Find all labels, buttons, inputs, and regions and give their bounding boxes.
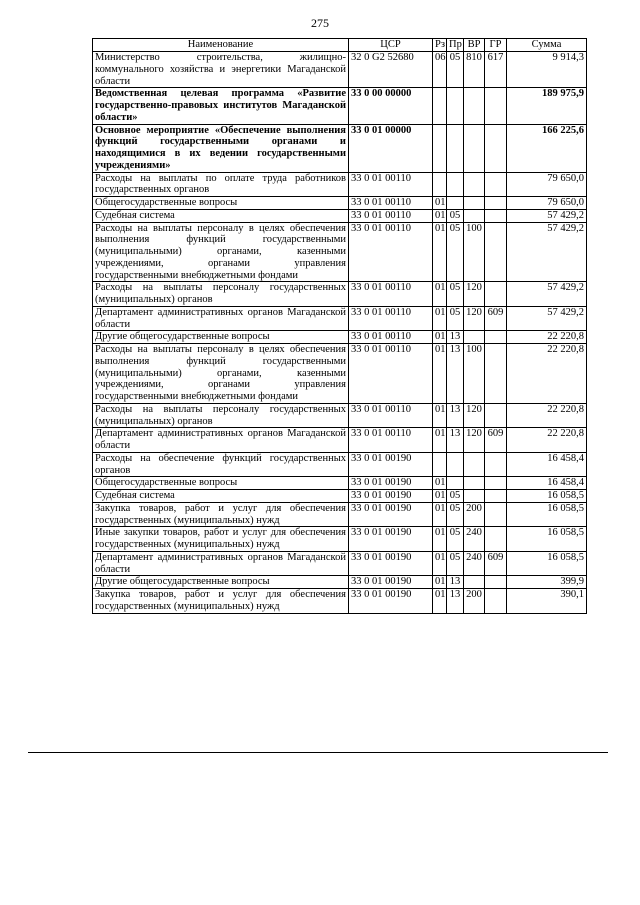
cell-vr [464, 124, 485, 172]
table-row [93, 589, 587, 614]
cell-sum: 22 220,8 [507, 331, 587, 344]
cell-name: Другие общегосударственные вопросы [93, 331, 349, 344]
table-row [93, 331, 587, 344]
cell-sum: 22 220,8 [507, 428, 587, 453]
cell-name: Другие общегосударственные вопросы [93, 576, 349, 589]
cell-gr: 617 [485, 52, 507, 88]
cell-vr: 240 [464, 527, 485, 552]
cell-sum: 189 975,9 [507, 88, 587, 124]
cell-sum: 16 058,5 [507, 527, 587, 552]
cell-rz: 01 [433, 428, 447, 453]
budget-table [92, 38, 587, 614]
cell-csr: 33 0 01 00190 [349, 576, 433, 589]
header-pr: Пр [447, 39, 464, 52]
cell-pr: 05 [447, 551, 464, 576]
table-row [93, 52, 587, 88]
cell-rz: 01 [433, 576, 447, 589]
cell-sum: 57 429,2 [507, 282, 587, 307]
cell-sum: 22 220,8 [507, 403, 587, 428]
cell-rz: 01 [433, 197, 447, 210]
cell-sum: 79 650,0 [507, 172, 587, 197]
cell-gr [485, 197, 507, 210]
cell-vr [464, 172, 485, 197]
cell-name: Министерство строительства, жилищно-коммунального хозяйства и энергетики Магаданской области [93, 52, 349, 88]
cell-pr: 05 [447, 502, 464, 527]
table-header-row [93, 39, 587, 52]
cell-name: Расходы на выплаты персоналу в целях обеспечения выполнения функций государственными (муниципальными) органами, казенными учреждениями, органами управления государственными внебюджетными фондами [93, 344, 349, 404]
cell-sum: 16 058,5 [507, 490, 587, 503]
cell-gr [485, 222, 507, 282]
cell-gr [485, 490, 507, 503]
cell-csr: 33 0 01 00110 [349, 344, 433, 404]
table-row [93, 209, 587, 222]
cell-pr [447, 477, 464, 490]
cell-rz: 01 [433, 527, 447, 552]
cell-gr [485, 477, 507, 490]
cell-pr: 13 [447, 344, 464, 404]
cell-rz: 01 [433, 209, 447, 222]
cell-rz [433, 452, 447, 477]
cell-pr: 13 [447, 331, 464, 344]
cell-name: Департамент административных органов Магаданской области [93, 428, 349, 453]
cell-rz: 01 [433, 331, 447, 344]
cell-csr: 33 0 01 00110 [349, 222, 433, 282]
cell-name: Расходы на выплаты по оплате труда работников государственных органов [93, 172, 349, 197]
cell-sum: 57 429,2 [507, 306, 587, 331]
cell-sum: 79 650,0 [507, 197, 587, 210]
cell-csr: 33 0 01 00110 [349, 428, 433, 453]
cell-vr [464, 490, 485, 503]
table-row [93, 452, 587, 477]
cell-vr [464, 452, 485, 477]
cell-gr [485, 282, 507, 307]
cell-name: Департамент административных органов Магаданской области [93, 306, 349, 331]
table-row [93, 551, 587, 576]
cell-vr: 200 [464, 502, 485, 527]
cell-vr [464, 209, 485, 222]
cell-pr: 05 [447, 527, 464, 552]
cell-vr: 120 [464, 306, 485, 331]
cell-rz: 01 [433, 282, 447, 307]
table-row [93, 428, 587, 453]
table-row [93, 527, 587, 552]
cell-pr: 05 [447, 306, 464, 331]
cell-vr: 810 [464, 52, 485, 88]
cell-pr: 13 [447, 403, 464, 428]
cell-name: Ведомственная целевая программа «Развитие государственно-правовых институтов Магаданской области» [93, 88, 349, 124]
cell-pr: 05 [447, 282, 464, 307]
cell-csr: 33 0 01 00110 [349, 331, 433, 344]
table-row [93, 124, 587, 172]
cell-pr: 13 [447, 589, 464, 614]
cell-rz: 01 [433, 477, 447, 490]
cell-name: Судебная система [93, 490, 349, 503]
cell-csr: 32 0 G2 52680 [349, 52, 433, 88]
cell-gr [485, 124, 507, 172]
cell-gr [485, 452, 507, 477]
cell-gr: 609 [485, 306, 507, 331]
cell-pr [447, 172, 464, 197]
cell-csr: 33 0 01 00110 [349, 282, 433, 307]
cell-pr: 13 [447, 576, 464, 589]
cell-gr [485, 344, 507, 404]
cell-csr: 33 0 01 00110 [349, 403, 433, 428]
cell-csr: 33 0 01 00190 [349, 551, 433, 576]
cell-csr: 33 0 01 00110 [349, 209, 433, 222]
cell-rz: 01 [433, 403, 447, 428]
cell-sum: 16 458,4 [507, 477, 587, 490]
cell-pr: 05 [447, 490, 464, 503]
cell-name: Судебная система [93, 209, 349, 222]
cell-vr [464, 88, 485, 124]
cell-vr: 100 [464, 344, 485, 404]
cell-vr: 200 [464, 589, 485, 614]
cell-pr: 05 [447, 52, 464, 88]
cell-gr [485, 209, 507, 222]
cell-pr: 05 [447, 209, 464, 222]
cell-vr: 240 [464, 551, 485, 576]
cell-sum: 399,9 [507, 576, 587, 589]
cell-csr: 33 0 01 00190 [349, 502, 433, 527]
cell-gr: 609 [485, 428, 507, 453]
cell-rz: 01 [433, 502, 447, 527]
cell-name: Общегосударственные вопросы [93, 477, 349, 490]
header-csr: ЦСР [349, 39, 433, 52]
header-rz: Рз [433, 39, 447, 52]
cell-vr [464, 576, 485, 589]
table-row [93, 172, 587, 197]
table-row [93, 222, 587, 282]
cell-sum: 390,1 [507, 589, 587, 614]
cell-pr [447, 88, 464, 124]
cell-gr [485, 502, 507, 527]
table-row [93, 344, 587, 404]
cell-gr [485, 576, 507, 589]
cell-sum: 166 225,6 [507, 124, 587, 172]
cell-csr: 33 0 01 00110 [349, 197, 433, 210]
cell-vr [464, 331, 485, 344]
cell-name: Закупка товаров, работ и услуг для обеспечения государственных (муниципальных) нужд [93, 502, 349, 527]
table-row [93, 576, 587, 589]
cell-rz: 01 [433, 490, 447, 503]
cell-vr: 120 [464, 428, 485, 453]
cell-rz [433, 88, 447, 124]
page-footer-rule [28, 752, 608, 753]
cell-name: Основное мероприятие «Обеспечение выполнения функций государственными органами и находящимися в их ведении государственными учреждениями» [93, 124, 349, 172]
cell-rz [433, 172, 447, 197]
cell-sum: 16 458,4 [507, 452, 587, 477]
cell-name: Департамент административных органов Магаданской области [93, 551, 349, 576]
cell-rz: 01 [433, 222, 447, 282]
table-row [93, 306, 587, 331]
cell-csr: 33 0 00 00000 [349, 88, 433, 124]
cell-sum: 16 058,5 [507, 502, 587, 527]
cell-rz: 06 [433, 52, 447, 88]
table-row [93, 403, 587, 428]
cell-rz: 01 [433, 306, 447, 331]
cell-sum: 22 220,8 [507, 344, 587, 404]
table-row [93, 88, 587, 124]
cell-pr: 13 [447, 428, 464, 453]
header-sum: Сумма [507, 39, 587, 52]
header-vr: ВР [464, 39, 485, 52]
cell-csr: 33 0 01 00190 [349, 452, 433, 477]
cell-pr [447, 452, 464, 477]
cell-sum: 9 914,3 [507, 52, 587, 88]
cell-name: Расходы на выплаты персоналу государственных (муниципальных) органов [93, 403, 349, 428]
cell-sum: 57 429,2 [507, 209, 587, 222]
cell-csr: 33 0 01 00190 [349, 527, 433, 552]
cell-name: Расходы на выплаты персоналу в целях обеспечения выполнения функций государственными (муниципальными) органами, казенными учреждениями, органами управления государственными внебюджетными фондами [93, 222, 349, 282]
cell-rz: 01 [433, 344, 447, 404]
cell-gr [485, 172, 507, 197]
cell-vr: 100 [464, 222, 485, 282]
cell-csr: 33 0 01 00190 [349, 477, 433, 490]
cell-vr: 120 [464, 282, 485, 307]
cell-vr: 120 [464, 403, 485, 428]
cell-csr: 33 0 01 00000 [349, 124, 433, 172]
cell-name: Закупка товаров, работ и услуг для обеспечения государственных (муниципальных) нужд [93, 589, 349, 614]
cell-sum: 16 058,5 [507, 551, 587, 576]
table-row [93, 490, 587, 503]
cell-gr [485, 403, 507, 428]
cell-rz: 01 [433, 551, 447, 576]
cell-name: Расходы на выплаты персоналу государственных (муниципальных) органов [93, 282, 349, 307]
cell-sum: 57 429,2 [507, 222, 587, 282]
page-number: 275 [311, 16, 329, 30]
cell-gr [485, 527, 507, 552]
cell-csr: 33 0 01 00190 [349, 490, 433, 503]
table-row [93, 197, 587, 210]
cell-csr: 33 0 01 00110 [349, 172, 433, 197]
table-body [93, 52, 587, 614]
table-row [93, 477, 587, 490]
cell-pr [447, 197, 464, 210]
cell-gr [485, 331, 507, 344]
cell-rz [433, 124, 447, 172]
table-row [93, 282, 587, 307]
cell-gr [485, 589, 507, 614]
cell-pr: 05 [447, 222, 464, 282]
cell-rz: 01 [433, 589, 447, 614]
cell-vr [464, 197, 485, 210]
cell-gr: 609 [485, 551, 507, 576]
cell-csr: 33 0 01 00190 [349, 589, 433, 614]
cell-name: Расходы на обеспечение функций государственных органов [93, 452, 349, 477]
header-name: Наименование [93, 39, 349, 52]
cell-name: Общегосударственные вопросы [93, 197, 349, 210]
header-gr: ГР [485, 39, 507, 52]
cell-gr [485, 88, 507, 124]
table-row [93, 502, 587, 527]
cell-pr [447, 124, 464, 172]
cell-csr: 33 0 01 00110 [349, 306, 433, 331]
cell-vr [464, 477, 485, 490]
cell-name: Иные закупки товаров, работ и услуг для обеспечения государственных (муниципальных) нужд [93, 527, 349, 552]
